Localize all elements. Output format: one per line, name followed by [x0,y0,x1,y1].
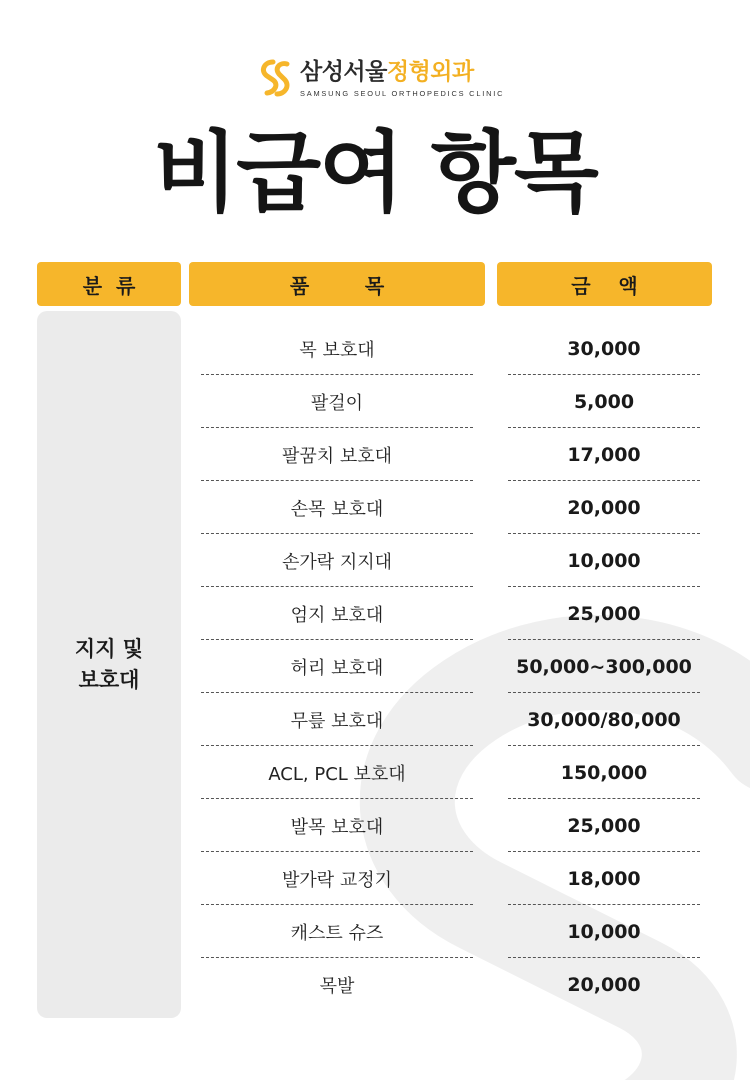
table-row [0,958,750,1011]
item-name: 손목 보호대 [290,498,384,520]
item-price: 10,000 [567,549,641,572]
item-name: 발목 보호대 [290,816,384,838]
table-row [0,852,750,905]
logo-s-mark-icon [256,58,296,98]
table-row [0,587,750,640]
header-price: 금 액 [497,262,712,306]
header-item: 품 목 [189,262,485,306]
table-row [0,905,750,958]
item-name: 캐스트 슈즈 [290,922,384,944]
table-row [0,428,750,481]
item-name: 무릎 보호대 [290,710,384,732]
brand-name-english: SAMSUNG SEOUL ORTHOPEDICS CLINIC [300,89,505,98]
item-price: 17,000 [567,443,641,466]
item-price: 25,000 [567,602,641,625]
item-name: 허리 보호대 [290,657,384,679]
item-price: 10,000 [567,920,641,943]
brand-name [300,58,504,86]
item-name: 팔걸이 [310,392,364,414]
item-price: 5,000 [573,390,635,413]
item-price: 20,000 [567,973,641,996]
item-price: 25,000 [567,814,641,837]
item-price: 30,000 [567,337,641,360]
item-price: 18,000 [567,867,641,890]
item-name: 발가락 교정기 [281,869,393,891]
table-row [0,322,750,375]
item-name: 엄지 보호대 [290,604,384,626]
table-row [0,375,750,428]
item-name: ACL, PCL 보호대 [268,763,406,785]
item-price: 20,000 [567,496,641,519]
brand-name-accent: 정형외과 [386,59,474,85]
brand-logo [256,58,504,104]
item-name: 팔꿈치 보호대 [281,445,393,467]
item-price: 150,000 [560,761,648,784]
category-label-line2: 보호대 [78,667,140,692]
table-row [0,481,750,534]
item-name: 손가락 지지대 [281,551,393,573]
table-row [0,746,750,799]
item-name: 목발 [319,975,355,997]
table-row [0,534,750,587]
brand-name-dark: 삼성서울 [300,59,387,85]
header-category: 분 류 [37,262,181,306]
table-row [0,640,750,693]
category-label-line1: 지지 및 [74,636,144,661]
price-table-body [0,322,750,1011]
table-row [0,693,750,746]
item-name: 목 보호대 [299,339,375,361]
item-price: 30,000/80,000 [527,708,681,731]
page-title: 비급여 항목 [153,121,597,224]
item-price: 50,000~300,000 [516,655,692,678]
table-row [0,799,750,852]
